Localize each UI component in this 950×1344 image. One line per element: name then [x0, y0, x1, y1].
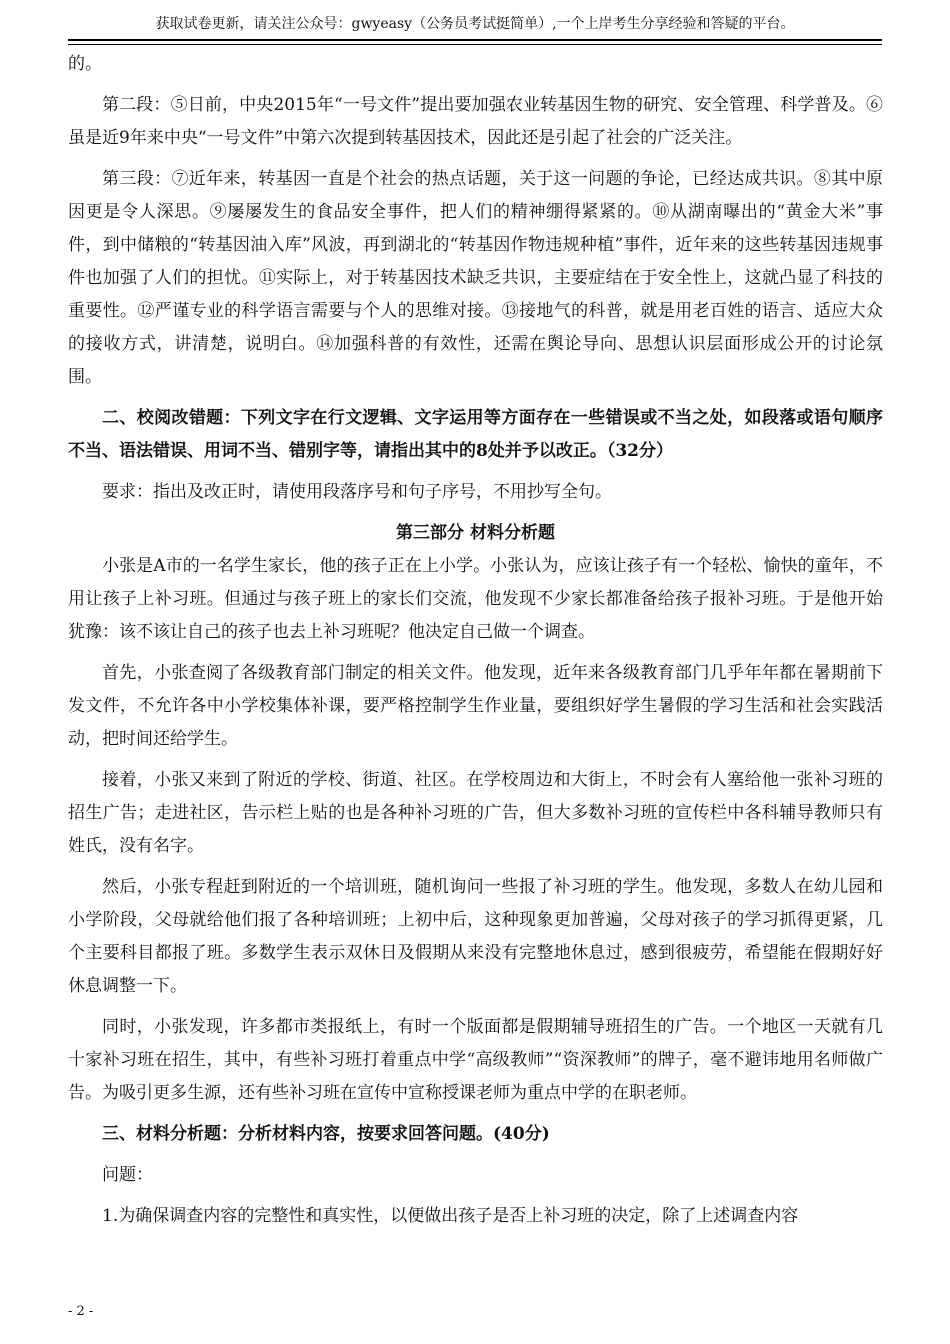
paragraph-section-3: 第三段：⑦近年来，转基因一直是个社会的热点话题，关于这一问题的争论，已经达成共识。⑧其中原因更是令人深思。⑨屡屡发生的食品安全事件，把人们的精神绷得紧紧的。⑩从湖南曝出的“黄金大米”事件，到中储粮的“转基因油入库”风波，再到湖北的“转基因作物违规种植”事件，近年来的这些转基因违规事件也加强了人们的担忧。⑪实际上，对于转基因技术缺乏共识，主要症结在于安全性上，这就凸显了科技的重要性。⑫严谨专业的科学语言需要与个人的思维对接。⑬接地气的科普，就是用老百姓的语言、适应大众的接收方式，讲清楚，说明白。⑭加强科普的有效性，还需在舆论导向、思想认识层面形成公开的讨论氛围。 [68, 169, 883, 387]
question-3-item-1: 1.为确保调查内容的完整性和真实性，以便做出孩子是否上补习班的决定，除了上述调查内容 [102, 1206, 799, 1226]
header-rule-thin [68, 44, 882, 45]
page-content [68, 48, 883, 1233]
paragraph-section-2: 第二段：⑤日前，中央2015年“一号文件”提出要加强农业转基因生物的研究、安全管理、科学普及。⑥虽是近9年来中央“一号文件”中第六次提到转基因技术，因此还是引起了社会的广泛关注。 [68, 95, 883, 148]
material-paragraph-2: 首先，小张查阅了各级教育部门制定的相关文件。他发现，近年来各级教育部门几乎年年都在暑期前下发文件，不允许各中小学校集体补课，要严格控制学生作业量，要组织好学生暑假的学习生活和社会实践活动，把时间还给学生。 [68, 663, 883, 749]
material-paragraph-4: 然后，小张专程赶到附近的一个培训班，随机询问一些报了补习班的学生。他发现，多数人在幼儿园和小学阶段，父母就给他们报了各种培训班；上初中后，这种现象更加普遍，父母对孩子的学习抓得更紧，几个主要科目都报了班。多数学生表示双休日及假期从来没有完整地休息过，感到很疲劳，希望能在假期好好休息调整一下。 [68, 877, 883, 996]
page-header: 获取试卷更新，请关注公众号：gwyeasy（公务员考试挺简单）,一个上岸考生分享经验和答疑的平台。 [155, 16, 795, 32]
question-2-requirement: 要求：指出及改正时，请使用段落序号和句子序号，不用抄写全句。 [102, 482, 612, 502]
question-3-title: 三、材料分析题：分析材料内容，按要求回答问题。(40分) [102, 1124, 550, 1144]
part-3-title: 第三部分 材料分析题 [396, 523, 555, 543]
header-rule-thick [68, 39, 882, 41]
paragraph-continuation: 的。 [68, 54, 102, 74]
page-number: - 2 - [68, 1304, 94, 1319]
question-3-label: 问题： [102, 1165, 153, 1185]
question-2-title: 二、校阅改错题：下列文字在行文逻辑、文字运用等方面存在一些错误或不当之处，如段落或语句顺序不当、语法错误、用词不当、错别字等，请指出其中的8处并予以改正。（32分） [68, 408, 883, 461]
material-paragraph-1: 小张是A市的一名学生家长，他的孩子正在上小学。小张认为，应该让孩子有一个轻松、愉快的童年，不用让孩子上补习班。但通过与孩子班上的家长们交流，他发现不少家长都准备给孩子报补习班。于是他开始犹豫：该不该让自己的孩子也去上补习班呢？他决定自己做一个调查。 [68, 556, 883, 642]
material-paragraph-3: 接着，小张又来到了附近的学校、街道、社区。在学校周边和大街上，不时会有人塞给他一张补习班的招生广告；走进社区，告示栏上贴的也是各种补习班的广告，但大多数补习班的宣传栏中各科辅导教师只有姓氏，没有名字。 [68, 770, 883, 856]
material-paragraph-5: 同时，小张发现，许多都市类报纸上，有时一个版面都是假期辅导班招生的广告。一个地区一天就有几十家补习班在招生，其中，有些补习班打着重点中学“高级教师”“资深教师”的牌子，毫不避讳地用名师做广告。为吸引更多生源，还有些补习班在宣传中宣称授课老师为重点中学的在职老师。 [68, 1017, 883, 1103]
